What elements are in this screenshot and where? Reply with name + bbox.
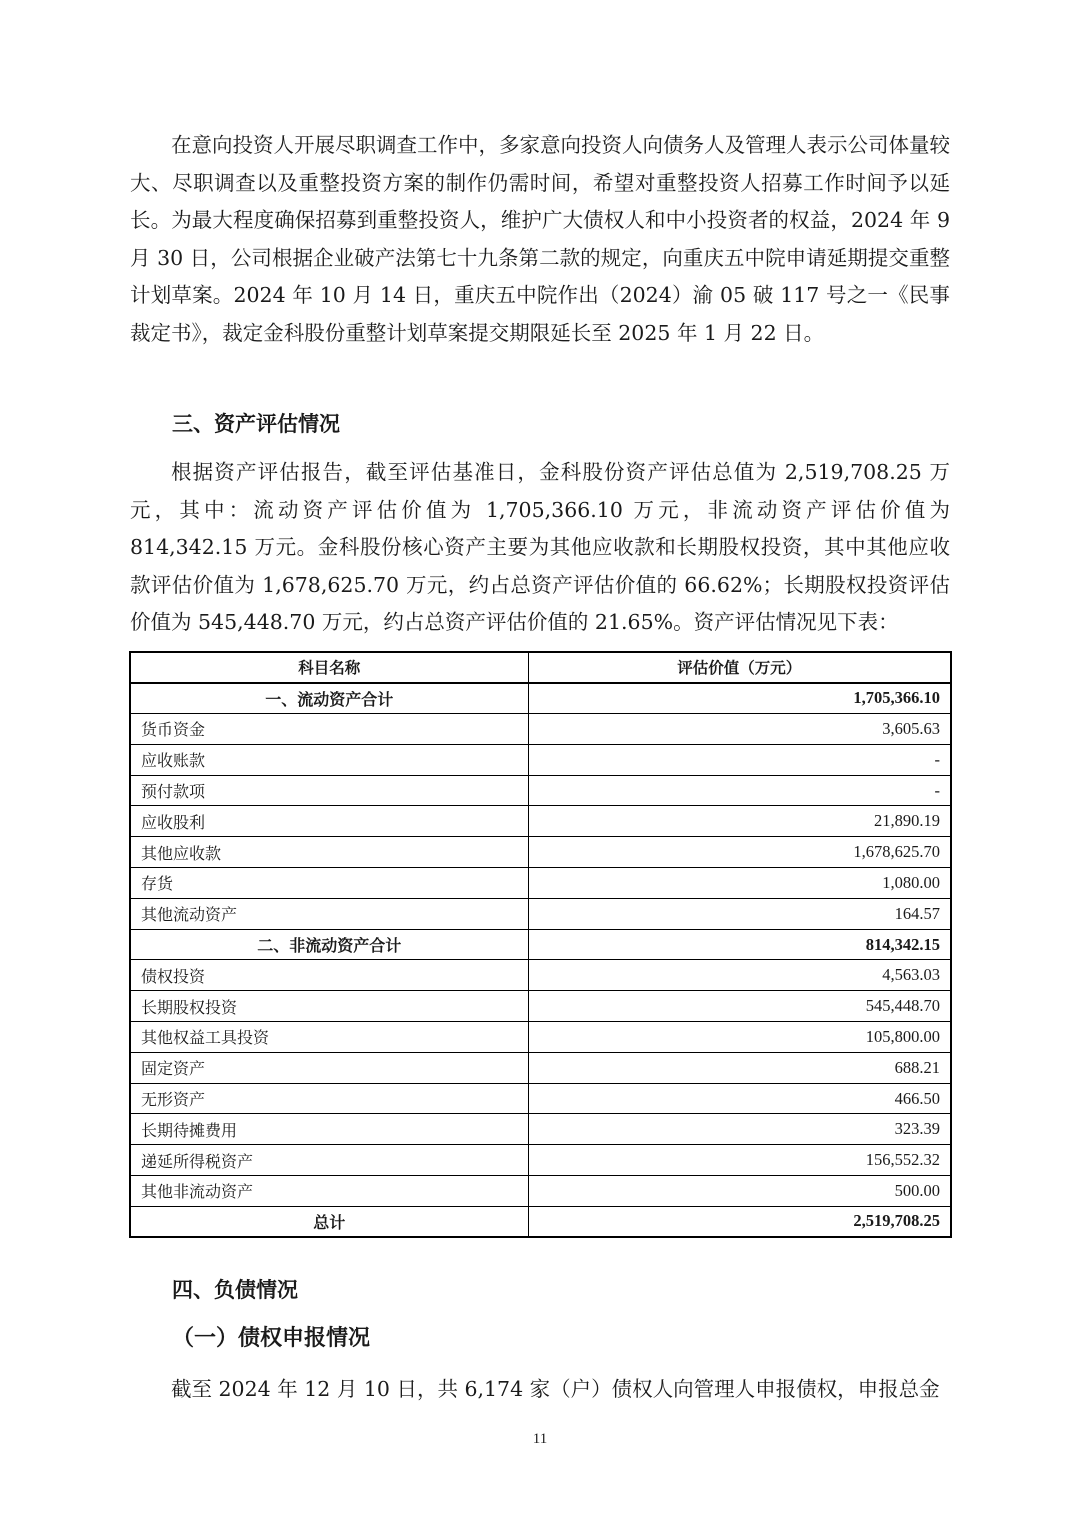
row-name: 递延所得税资产 <box>130 1145 528 1176</box>
row-name: 预付款项 <box>130 775 528 806</box>
table-row-subtotal-current <box>130 683 951 714</box>
table-row <box>130 868 951 899</box>
table-row <box>130 837 951 868</box>
table-row <box>130 1052 951 1083</box>
row-value: 105,800.00 <box>528 1022 951 1053</box>
table-row <box>130 1114 951 1145</box>
row-name: 债权投资 <box>130 960 528 991</box>
row-name: 总计 <box>130 1206 528 1237</box>
header-eval-value: 评估价值（万元） <box>528 652 951 683</box>
row-value: 3,605.63 <box>528 714 951 745</box>
row-value: 156,552.32 <box>528 1145 951 1176</box>
row-name: 长期股权投资 <box>130 991 528 1022</box>
page-number: 11 <box>532 1431 548 1447</box>
table-row <box>130 1022 951 1053</box>
row-name: 固定资产 <box>130 1052 528 1083</box>
table-row <box>130 744 951 775</box>
row-value: 814,342.15 <box>528 929 951 960</box>
paragraph-extension-request: 在意向投资人开展尽职调查工作中，多家意向投资人向债务人及管理人表示公司体量较大、尽职调查以及重整投资方案的制作仍需时间，希望对重整投资人招募工作时间予以延长。为最大程度确保招募到重整投资人，维护广大债权人和中小投资者的权益，2024 年 9 月 30 日，公司根据企业破产法第七十九条第二款的规定，向重庆五中院申请延期提交重整计划草案。2024 年 10 月 14 日，重庆五中院作出（2024）渝 05 破 117 号之一《民事裁定书》，裁定金科股份重整计划草案提交期限延长至 2025 年 1 月 22 日。 <box>130 133 950 345</box>
row-value: - <box>528 744 951 775</box>
row-value: 688.21 <box>528 1052 951 1083</box>
row-value: 323.39 <box>528 1114 951 1145</box>
row-name: 其他流动资产 <box>130 898 528 929</box>
section-heading-asset-evaluation: 三、资产评估情况 <box>172 411 340 436</box>
table-row <box>130 898 951 929</box>
row-name: 货币资金 <box>130 714 528 745</box>
row-value: 164.57 <box>528 898 951 929</box>
subsection-heading-claim-declaration: （一）债权申报情况 <box>172 1325 371 1351</box>
row-value: - <box>528 775 951 806</box>
row-name: 其他应收款 <box>130 837 528 868</box>
row-name: 其他权益工具投资 <box>130 1022 528 1053</box>
table-header-row <box>130 652 951 683</box>
table-row <box>130 775 951 806</box>
table-row <box>130 1145 951 1176</box>
table-row <box>130 1176 951 1207</box>
row-value: 4,563.03 <box>528 960 951 991</box>
table-row <box>130 1083 951 1114</box>
table-row <box>130 960 951 991</box>
row-name: 二、非流动资产合计 <box>130 929 528 960</box>
row-value: 1,678,625.70 <box>528 837 951 868</box>
row-name: 应收股利 <box>130 806 528 837</box>
table-row-total <box>130 1206 951 1237</box>
asset-evaluation-table <box>129 651 952 1238</box>
row-name: 其他非流动资产 <box>130 1176 528 1207</box>
paragraph-asset-evaluation: 根据资产评估报告，截至评估基准日，金科股份资产评估总值为 2,519,708.25 万元，其中：流动资产评估价值为 1,705,366.10 万元，非流动资产评估价值为 814,342.15 万元。金科股份核心资产主要为其他应收款和长期股权投资，其中其他应收款评估价值为 1,678,625.70 万元，约占总资产评估价值的 66.62%；长期股权投资评估价值为 545,448.70 万元，约占总资产评估价值的 21.65%。资产评估情况见下表： <box>130 460 950 635</box>
table-row <box>130 714 951 745</box>
row-value: 545,448.70 <box>528 991 951 1022</box>
header-item-name: 科目名称 <box>130 652 528 683</box>
row-name: 存货 <box>130 868 528 899</box>
row-name: 应收账款 <box>130 744 528 775</box>
row-name: 无形资产 <box>130 1083 528 1114</box>
row-value: 21,890.19 <box>528 806 951 837</box>
row-name: 一、流动资产合计 <box>130 683 528 714</box>
table-row <box>130 806 951 837</box>
row-value: 466.50 <box>528 1083 951 1114</box>
row-value: 500.00 <box>528 1176 951 1207</box>
row-name: 长期待摊费用 <box>130 1114 528 1145</box>
table-row <box>130 991 951 1022</box>
row-value: 1,080.00 <box>528 868 951 899</box>
paragraph-claim-declaration: 截至 2024 年 12 月 10 日，共 6,174 家（户）债权人向管理人申报债权，申报总金 <box>171 1377 940 1401</box>
row-value: 1,705,366.10 <box>528 683 951 714</box>
section-heading-liabilities: 四、负债情况 <box>172 1277 298 1302</box>
row-value: 2,519,708.25 <box>528 1206 951 1237</box>
table-row-subtotal-noncurrent <box>130 929 951 960</box>
